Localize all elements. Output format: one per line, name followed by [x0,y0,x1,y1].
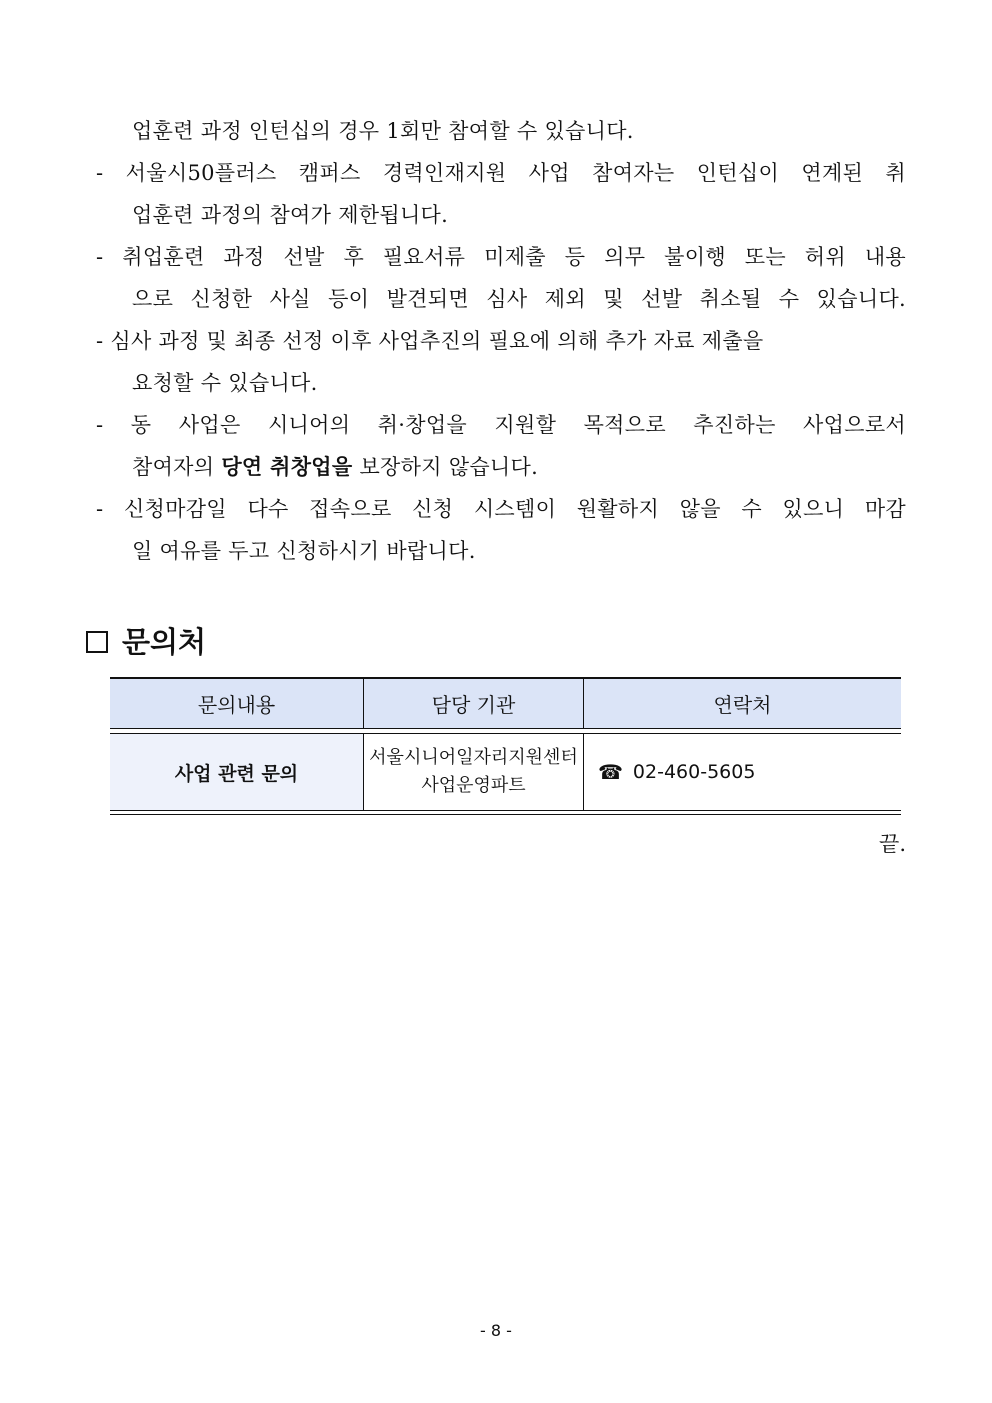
bullet-continuation [132,453,538,481]
phone-number: 02-460-5605 [632,761,756,783]
body-line: 업훈련 과정 인턴십의 경우 1회만 참여할 수 있습니다. [132,119,634,143]
double-rule [110,811,901,815]
page-number: - 8 - [480,1321,512,1340]
bullet-line: - 동 사업은 시니어의 취·창업을 지원할 목적으로 추진하는 사업으로서 [96,413,906,437]
org-department: 사업운영파트 [421,775,526,796]
bullet-continuation: 으로 신청한 사실 등이 발견되면 심사 제외 및 선발 취소될 수 있습니다. [132,287,906,311]
bullet-line: - 심사 과정 및 최종 선정 이후 사업추진의 필요에 의해 추가 자료 제출을 [96,329,764,353]
table-header-cell: 연락처 [713,693,772,717]
telephone-icon: ☎ [598,760,623,784]
org-name: 서울시니어일자리지원센터 [369,747,578,768]
bullet-continuation: 업훈련 과정의 참여가 제한됩니다. [132,203,449,227]
text-segment: 참여자의 [132,455,222,479]
end-mark: 끝. [879,832,906,856]
table-header-row [110,679,901,729]
org-cell [364,734,584,810]
bullet-continuation: 요청할 수 있습니다. [132,371,318,395]
bullet-continuation: 일 여유를 두고 신청하시기 바랍니다. [132,539,476,563]
section-heading [86,624,206,660]
bullet-line: - 신청마감일 다수 접속으로 신청 시스템이 원활하지 않을 수 있으니 마감 [96,497,906,521]
contact-table [110,677,901,815]
checkbox-icon [86,631,108,653]
contact-cell [584,734,901,810]
table-row [110,734,901,811]
section-title-text: 문의처 [122,625,207,659]
bullet-line: - 서울시50플러스 캠퍼스 경력인재지원 사업 참여자는 인턴십이 연계된 취 [96,161,906,185]
table-header-cell: 담당 기관 [364,679,584,728]
table-header-cell: 문의내용 [110,679,364,728]
inquiry-cell: 사업 관련 문의 [110,734,364,810]
text-segment: 보장하지 않습니다. [352,455,539,479]
bullet-line: - 취업훈련 과정 선발 후 필요서류 미제출 등 의무 불이행 또는 허위 내용 [96,245,906,269]
emphasis-text: 당연 취창업을 [221,454,353,479]
